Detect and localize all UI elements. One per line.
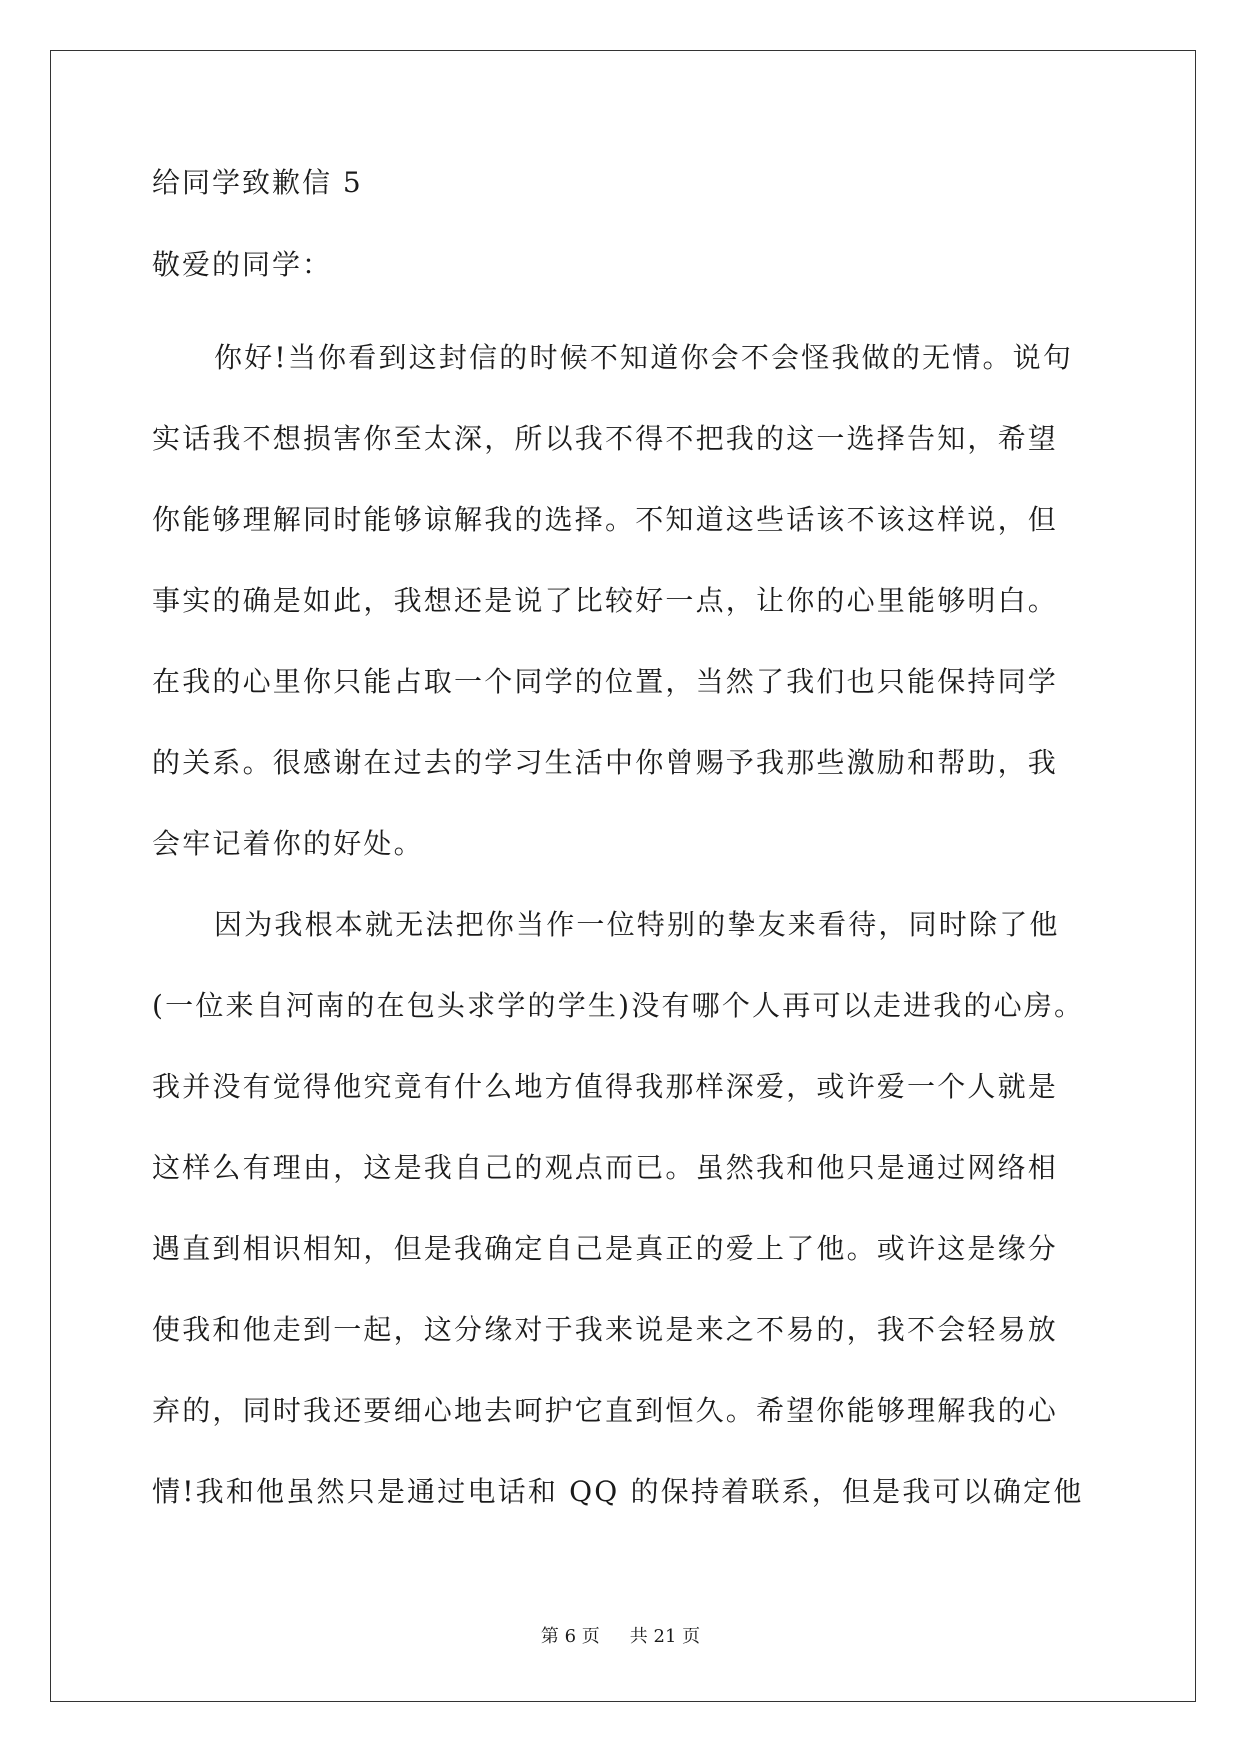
text-line: (一位来自河南的在包头求学的学生)没有哪个人再可以走进我的心房。 — [152, 989, 1085, 1022]
text-line: 你能够理解同时能够谅解我的选择。不知道这些话该不该这样说，但 — [152, 503, 1059, 536]
text-line: 的关系。很感谢在过去的学习生活中你曾赐予我那些激励和帮助，我 — [152, 746, 1059, 779]
text-line: 情!我和他虽然只是通过电话和 QQ 的保持着联系，但是我可以确定他 — [152, 1475, 1084, 1508]
letter-body — [152, 317, 1092, 1532]
text-line: 你好!当你看到这封信的时候不知道你会不会怪我做的无情。说句 — [214, 341, 1074, 374]
page-footer — [0, 1622, 1241, 1648]
text-line: 在我的心里你只能占取一个同学的位置，当然了我们也只能保持同学 — [152, 665, 1059, 698]
text-line: 使我和他走到一起，这分缘对于我来说是来之不易的，我不会轻易放 — [152, 1313, 1059, 1346]
text-line: 事实的确是如此，我想还是说了比较好一点，让你的心里能够明白。 — [152, 584, 1059, 617]
text-line: 会牢记着你的好处。 — [152, 827, 424, 860]
text-line: 因为我根本就无法把你当作一位特别的挚友来看待，同时除了他 — [214, 908, 1060, 941]
text-line: 这样么有理由，这是我自己的观点而已。虽然我和他只是通过网络相 — [152, 1151, 1059, 1184]
page-number: 第 6 页 — [540, 1626, 600, 1647]
letter-greeting: 敬爱的同学： — [152, 248, 333, 281]
page-total: 共 21 页 — [629, 1626, 701, 1647]
text-line: 我并没有觉得他究竟有什么地方值得我那样深爱，或许爱一个人就是 — [152, 1070, 1059, 1103]
text-line: 实话我不想损害你至太深，所以我不得不把我的这一选择告知，希望 — [152, 422, 1059, 455]
document-title: 给同学致歉信 5 — [152, 166, 363, 199]
text-line: 遇直到相识相知，但是我确定自己是真正的爱上了他。或许这是缘分 — [152, 1232, 1059, 1265]
text-line: 弃的，同时我还要细心地去呵护它直到恒久。希望你能够理解我的心 — [152, 1394, 1059, 1427]
